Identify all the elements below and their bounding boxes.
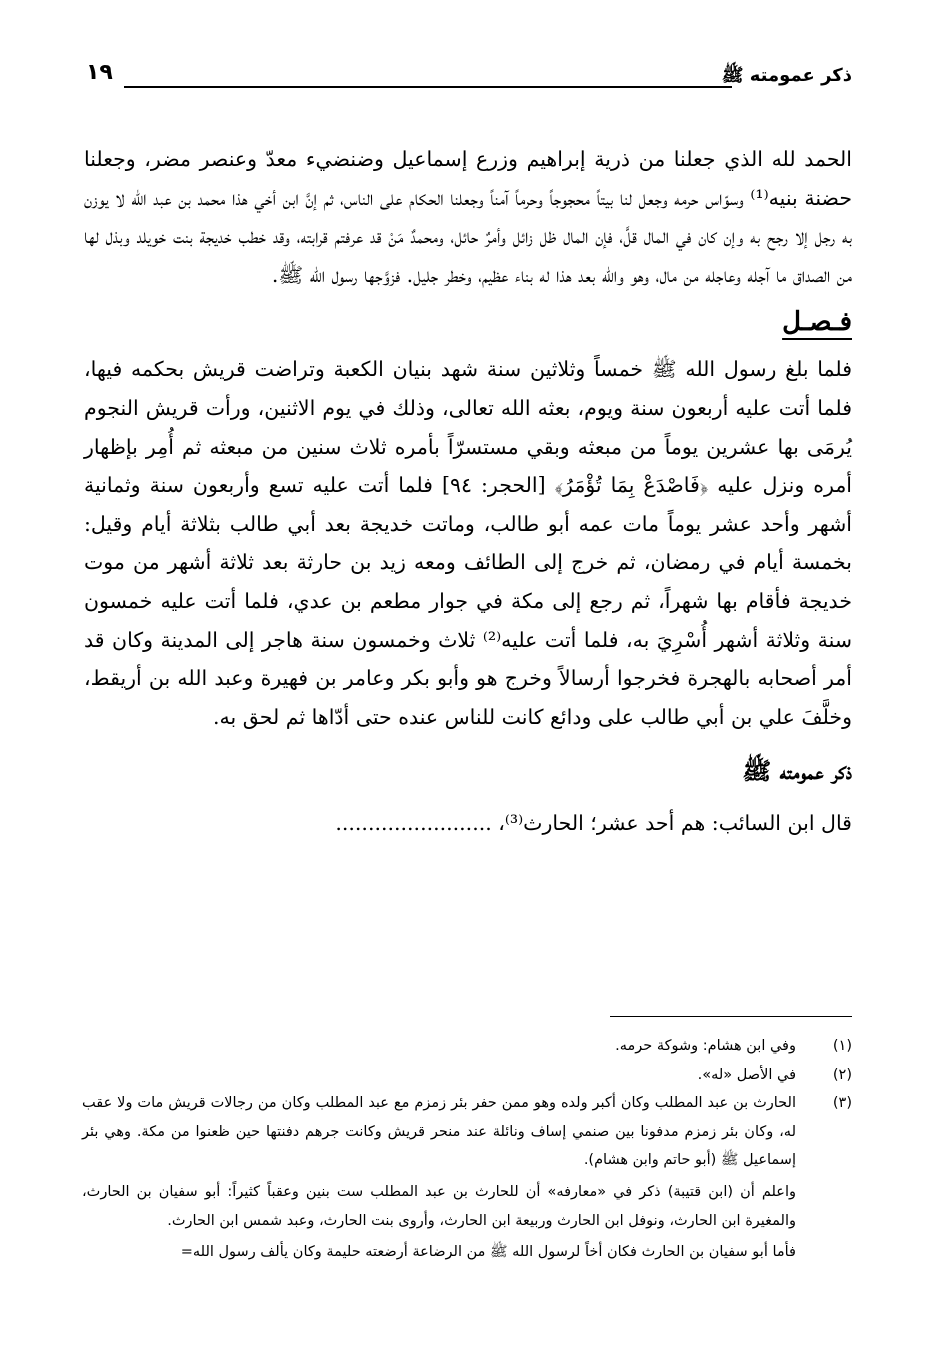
footnote-1	[82, 1032, 852, 1061]
paragraph-uncles-intro: قال ابن السائب: هم أحد عشر؛ الحارث⁽³⁾، ........................	[335, 811, 852, 836]
section-heading-uncles: ذكر عمومته ﷺ	[742, 756, 852, 786]
footnote-3-continuation	[82, 1178, 852, 1235]
footnote-text: واعلم أن (ابن قتيبة) ذكر في «معارفه» أن للحارث بن عبد المطلب ست بنين وعقباً كثيراً: أبو سفيان بن الحارث، والمغيرة ابن الحارث، ونوفل ابن الحارث وربيعة ابن الحارث، وأروى بنت الحارث، وعبد شمس ابن الحارث.	[82, 1183, 796, 1229]
footnote-number: (١)	[832, 1038, 852, 1054]
footnote-text: وفي ابن هشام: وشوكة حرمه.	[615, 1038, 796, 1054]
footnote-2	[82, 1061, 852, 1090]
section-heading-fasl: فـصـل	[782, 307, 852, 338]
footnote-number: (٢)	[832, 1066, 852, 1083]
header-rule	[124, 86, 732, 88]
page-header	[86, 58, 852, 98]
paragraph-marriage-speech: الحمد لله الذي جعلنا من ذرية إبراهيم وزرع إسماعيل وضنضيء معدّ وعنصر مضر، وجعلنا حضنة بنيه⁽¹⁾ وسوّاس حرمه وجعل لنا بيتاً محجوجاً وحرماً آمناً وجعلنا الحكام على الناس، ثم إنَّ ابن أخي هذا محمد بن عبد الله لا يوزن به رجل إلا رجح به وإن كان في المال قلَّ، فإن المال ظل زائل وأمرٌ حائل، ومحمدٌ مَنْ قد عرفتم قرابته، وقد خطب خديجة بنت خويلد وبذل لها من الصداق ما آجله وعاجله من مال، وهو والله بعد هذا له بناء عظيم، وخطر جليل. فزوَّجها رسول الله ﷺ.	[84, 147, 852, 287]
page-number: ١٩	[86, 60, 113, 85]
running-title: ذكر عمومته ﷺ	[721, 65, 852, 86]
footnote-text: في الأصل «له».	[697, 1066, 796, 1083]
footnote-text: الحارث بن عبد المطلب وكان أكبر ولده وهو ممن حفر بئر زمزم مع عبد المطلب وكان من رجالات قريش مات ولا عقب له، وكان بئر زمزم مدفونا بين صنمي إساف ونائلة عند منحر قريش وكانت جرهم دفنتها حين ظعنوا من مكة. وهي بئر إسماعيل ﷺ (أبو حاتم وابن هشام).	[82, 1095, 796, 1169]
footnote-3	[82, 1089, 852, 1175]
footnote-text: فأما أبو سفيان بن الحارث فكان أخاً لرسول الله ﷺ من الرضاعة أرضعته حليمة وكان يألف رسول الله=	[180, 1244, 796, 1261]
footnote-separator	[610, 1016, 852, 1017]
paragraph-biography: فلما بلغ رسول الله ﷺ خمساً وثلاثين سنة شهد بنيان الكعبة وتراضت قريش بحكمه فيها، فلما أتت عليه أربعون سنة ويوم، بعثه الله تعالى، وذلك في يوم الاثنين، ورأت قريش النجوم يُرمَى بها عشرين يوماً من مبعثه وبقي مستسرّاً بأمره ثلاث سنين من مبعثه ثم أُمِر بإظهار أمره ونزل عليه ﴿فَاصْدَعْ بِمَا تُؤْمَرُ﴾ [الحجر: ٩٤] فلما أتت عليه تسع وأربعون سنة وثمانية أشهر وأحد عشر يوماً مات عمه أبو طالب، وماتت خديجة بعد أبي طالب بثلاثة أيام وقيل: بخمسة أيام في رمضان، ثم خرج إلى الطائف ومعه زيد بن حارثة بعد ثلاثة أشهر من موت خديجة فأقام بها شهراً، ثم رجع إلى مكة في جوار مطعم بن عدي، فلما أتت عليه خمسون سنة وثلاثة أشهر أُسْرِيَ به، فلما أتت عليه⁽²⁾ ثلاث وخمسون سنة هاجر إلى المدينة وكان قد أمر أصحابه بالهجرة فخرجوا أرسالاً وخرج هو وأبو بكر وعامر بن فهيرة وعبد الله بن أريقط، وخلَّفَ علي بن أبي طالب على ودائع كانت للناس عنده حتى أدّاها ثم لحق به.	[84, 357, 853, 729]
footnote-3-continuation	[82, 1238, 852, 1267]
footnote-number: (٣)	[832, 1095, 852, 1112]
main-text	[84, 140, 852, 843]
footnotes	[82, 1032, 852, 1267]
